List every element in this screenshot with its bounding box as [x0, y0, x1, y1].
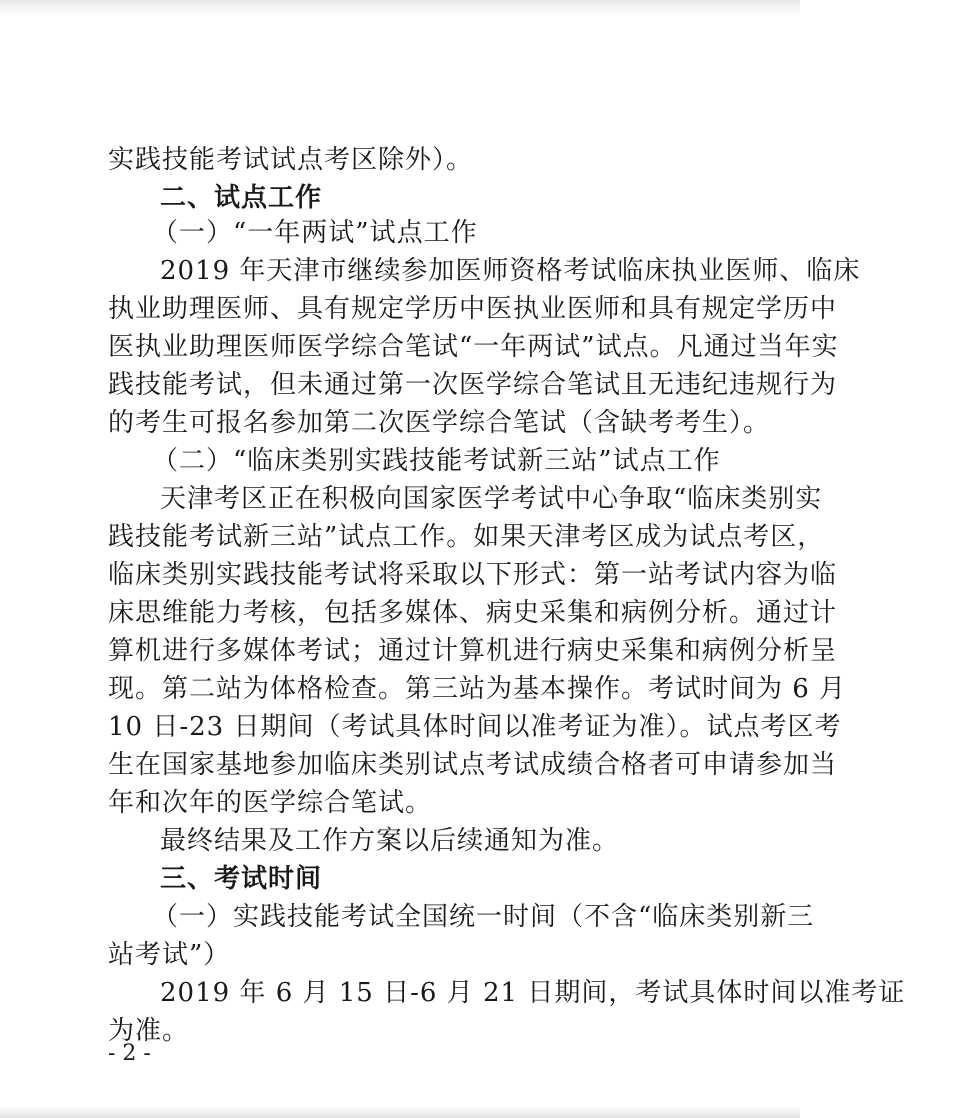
- section-heading-exam-time: 三、考试时间: [160, 864, 323, 894]
- text-line-continuation: 实践技能考试试点考区除外）。: [108, 145, 474, 175]
- paragraph-line: 的考生可报名参加第二次医学综合笔试（含缺考考生）。: [108, 408, 771, 438]
- paragraph-line: 年和次年的医学综合笔试。: [108, 788, 433, 818]
- paragraph-line: 10 日-23 日期间（考试具体时间以准考证为准）。试点考区考: [108, 712, 842, 742]
- paragraph-line: 临床类别实践技能考试将采取以下形式：第一站考试内容为临: [108, 560, 838, 590]
- paragraph-line: 床思维能力考核，包括多媒体、病史采集和病例分析。通过计: [108, 598, 838, 628]
- paragraph-line: 践技能考试新三站”试点工作。如果天津考区成为试点考区，: [108, 522, 825, 552]
- page-number: - 2 -: [108, 1041, 151, 1066]
- subsection-heading-new-three-stations: （二）“临床类别实践技能考试新三站”试点工作: [152, 446, 721, 476]
- paragraph-line: 为准。: [108, 1016, 190, 1046]
- paragraph-line: 践技能考试，但未通过第一次医学综合笔试且无违纪违规行为: [108, 370, 838, 400]
- scan-edge-bottom: [0, 1106, 800, 1118]
- paragraph-line: 医执业助理医师医学综合笔试“一年两试”试点。凡通过当年实: [108, 332, 839, 362]
- paragraph-line: 天津考区正在积极向国家医学考试中心争取“临床类别实: [160, 484, 823, 514]
- paragraph-line: 现。第二站为体格检查。第三站为基本操作。考试时间为 6 月: [108, 674, 847, 704]
- paragraph-line: 2019 年 6 月 15 日-6 月 21 日期间，考试具体时间以准考证: [160, 978, 906, 1008]
- paragraph-line: 生在国家基地参加临床类别试点考试成绩合格者可申请参加当: [108, 750, 838, 780]
- subsection-heading-practical-exam-time: （一）实践技能考试全国统一时间（不含“临床类别新三: [152, 902, 815, 932]
- paragraph-line: 算机进行多媒体考试；通过计算机进行病史采集和病例分析呈: [108, 636, 838, 666]
- scan-edge-top: [0, 0, 800, 14]
- section-heading-pilot-work: 二、试点工作: [160, 183, 323, 213]
- paragraph-line: 执业助理医师、具有规定学历中医执业医师和具有规定学历中: [108, 294, 838, 324]
- subsection-heading-one-year-two-exams: （一）“一年两试”试点工作: [152, 218, 478, 248]
- subsection-heading-continuation: 站考试”）: [108, 940, 231, 970]
- paragraph-line: 2019 年天津市继续参加医师资格考试临床执业医师、临床: [160, 256, 861, 286]
- paragraph-line: 最终结果及工作方案以后续通知为准。: [160, 826, 620, 856]
